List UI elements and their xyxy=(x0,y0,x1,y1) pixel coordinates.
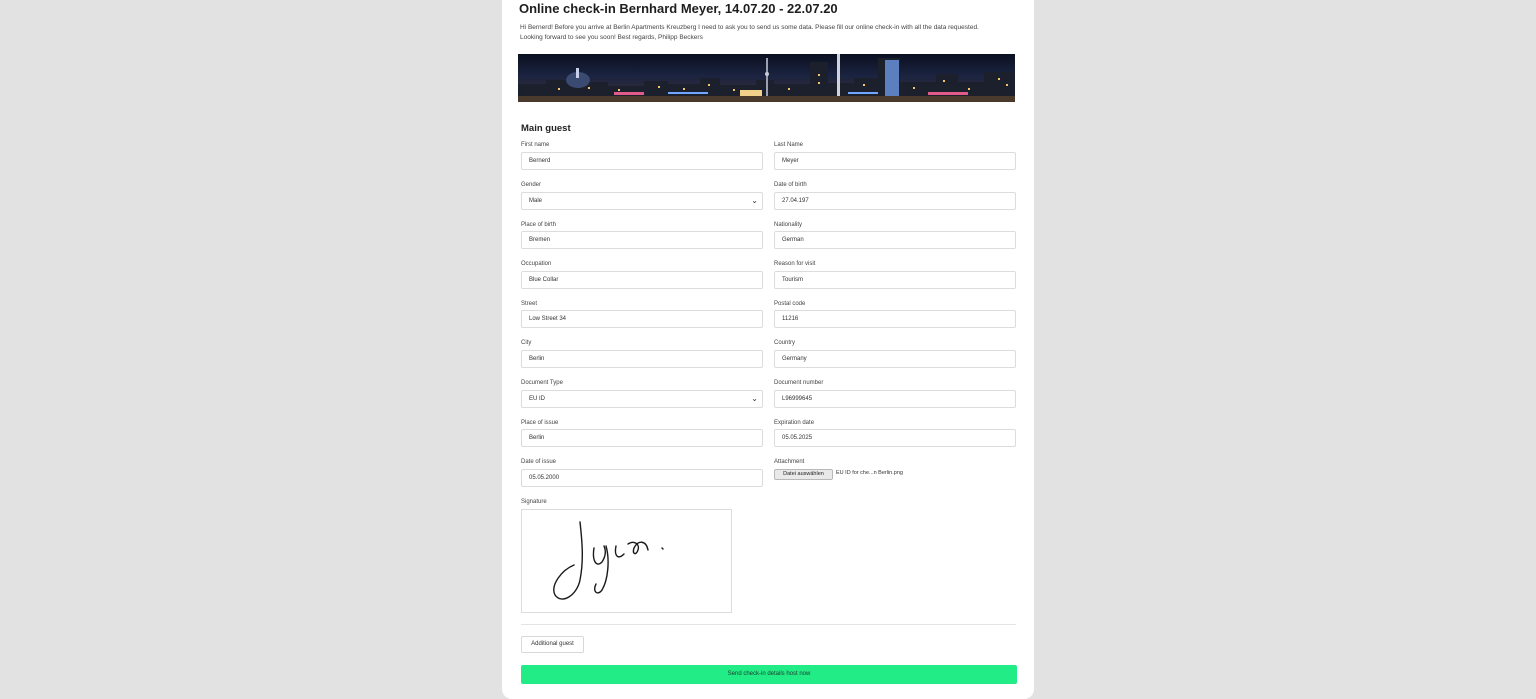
place-of-birth-label: Place of birth xyxy=(521,222,557,228)
intro-line-1: Hi Bernerd! Before you arrive at Berlin Apartments Kreuzberg I need to ask you to send us some data. Please fill our online check-in with all the data requested. xyxy=(520,24,979,31)
place-of-issue-value: Berlin xyxy=(529,435,545,441)
occupation-input[interactable] xyxy=(521,271,763,289)
place-of-issue-label: Place of issue xyxy=(521,420,559,426)
intro-text xyxy=(520,23,1010,43)
city-skyline-banner xyxy=(518,54,1015,102)
place-of-birth-value: Bremen xyxy=(529,237,551,243)
place-of-issue-input[interactable] xyxy=(521,429,763,447)
form-divider xyxy=(521,624,1016,625)
postal-code-value: 11216 xyxy=(782,316,799,322)
gender-select[interactable] xyxy=(521,192,763,210)
country-value: Germany xyxy=(782,356,807,362)
reason-for-visit-value: Tourism xyxy=(782,277,804,283)
expiration-date-value: 05.05.2025 xyxy=(782,435,813,441)
chevron-down-icon: ⌄ xyxy=(751,196,758,205)
signature-drawing xyxy=(522,510,731,612)
signature-label: Signature xyxy=(521,499,547,505)
city-label: City xyxy=(521,340,532,346)
gender-value: Male xyxy=(529,198,543,204)
document-number-input[interactable] xyxy=(774,390,1016,408)
last-name-label: Last Name xyxy=(774,142,804,148)
reason-for-visit-input[interactable] xyxy=(774,271,1016,289)
chevron-down-icon: ⌄ xyxy=(751,394,758,403)
first-name-value: Bernerd xyxy=(529,158,551,164)
postal-code-label: Postal code xyxy=(774,301,806,307)
occupation-value: Blue Collar xyxy=(529,277,559,283)
place-of-birth-input[interactable] xyxy=(521,231,763,249)
skyline-image xyxy=(518,54,1015,102)
nationality-value: German xyxy=(782,237,804,243)
city-input[interactable] xyxy=(521,350,763,368)
page-title: Online check-in Bernhard Meyer, 14.07.20 - 22.07.20 xyxy=(519,1,838,16)
nationality-input[interactable] xyxy=(774,231,1016,249)
choose-file-button[interactable]: Datei auswählen xyxy=(774,469,833,480)
document-number-value: L96999645 xyxy=(782,396,813,402)
reason-for-visit-label: Reason for visit xyxy=(774,261,816,267)
nationality-label: Nationality xyxy=(774,222,803,228)
document-type-label: Document Type xyxy=(521,380,563,386)
expiration-date-input[interactable] xyxy=(774,429,1016,447)
additional-guest-button[interactable]: Additional guest xyxy=(521,636,584,653)
postal-code-input[interactable] xyxy=(774,310,1016,328)
send-checkin-button[interactable]: Send check-in details host now xyxy=(521,665,1017,684)
country-label: Country xyxy=(774,340,796,346)
street-label: Street xyxy=(521,301,538,307)
date-of-birth-value: 27.04.197 xyxy=(782,198,809,204)
city-value: Berlin xyxy=(529,356,545,362)
signature-pad[interactable] xyxy=(521,509,732,613)
document-number-label: Document number xyxy=(774,380,824,386)
first-name-label: First name xyxy=(521,142,550,148)
last-name-value: Meyer xyxy=(782,158,799,164)
last-name-input[interactable] xyxy=(774,152,1016,170)
date-of-issue-label: Date of issue xyxy=(521,459,557,465)
attachment-label: Attachment xyxy=(774,459,805,465)
date-of-birth-label: Date of birth xyxy=(774,182,807,188)
date-of-issue-value: 05.05.2000 xyxy=(529,475,560,481)
street-input[interactable] xyxy=(521,310,763,328)
first-name-input[interactable] xyxy=(521,152,763,170)
country-input[interactable] xyxy=(774,350,1016,368)
date-of-issue-input[interactable] xyxy=(521,469,763,487)
document-type-select[interactable] xyxy=(521,390,763,408)
expiration-date-label: Expiration date xyxy=(774,420,815,426)
occupation-label: Occupation xyxy=(521,261,552,267)
intro-line-2: Looking forward to see you soon! Best regards, Philipp Beckers xyxy=(520,34,703,41)
street-value: Low Street 34 xyxy=(529,316,567,322)
attachment-filename: EU ID for che...n Berlin.png xyxy=(836,470,903,476)
date-of-birth-input[interactable] xyxy=(774,192,1016,210)
section-title-main-guest: Main guest xyxy=(521,123,571,134)
gender-label: Gender xyxy=(521,182,542,188)
document-type-value: EU ID xyxy=(529,396,546,402)
